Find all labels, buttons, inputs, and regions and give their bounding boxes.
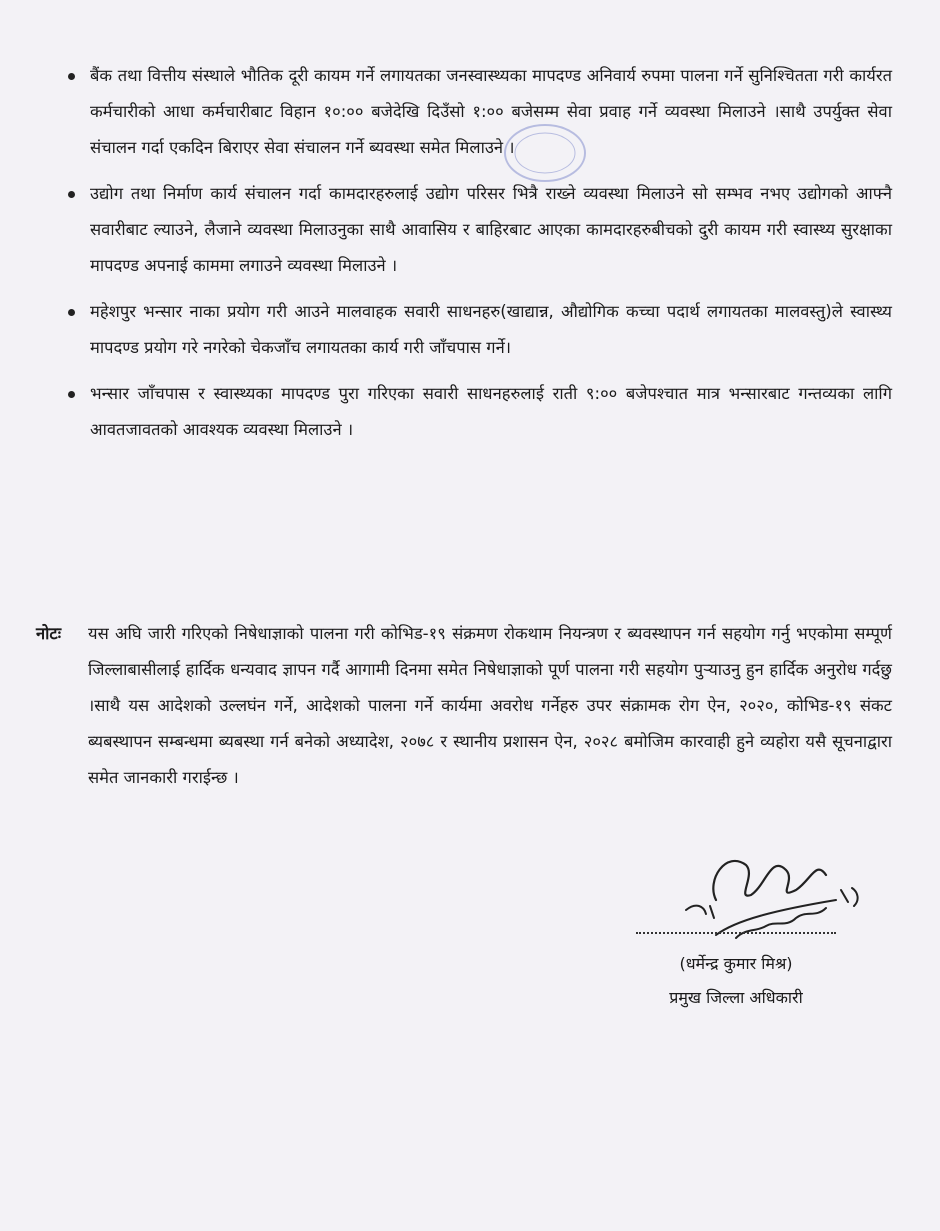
note-text: यस अघि जारी गरिएको निषेधाज्ञाको पालना गरी कोभिड-१९ संक्रमण रोकथाम नियन्त्रण र ब्यवस्थापन गर्न सहयोग गर्नु भएकोमा सम्पूर्ण जिल्लाबासीलाई हार्दिक धन्यवाद ज्ञापन गर्दै आगामी दिनमा समेत निषेधाज्ञाको पूर्ण पालना गरी सहयोग पुर्‍याउनु हुन हार्दिक अनुरोध गर्दछु ।साथै यस आदेशको उल्लघंन गर्ने, आदेशको पालना गर्ने कार्यमा अवरोध गर्नेहरु उपर संक्रामक रोग ऐन, २०२०, कोभिड-१९ संकट ब्यबस्थापन सम्बन्धमा ब्यबस्था गर्न बनेको अध्यादेश, २०७८ र स्थानीय प्रशासन ऐन, २०२८ बमोजिम कारवाही हुने व्यहोरा यसै सूचनाद्वारा समेत जानकारी गराईन्छ । [88,624,892,787]
directive-text: उद्योग तथा निर्माण कार्य संचालन गर्दा कामदारहरुलाई उद्योग परिसर भित्रै राख्ने व्यवस्था मिलाउने सो सम्भव नभए उद्योगको आफ्नै सवारीबाट ल्याउने, लैजाने व्यवस्था मिलाउनुका साथै आवासिय र बाहिरबाट आएका कामदारहरुबीचको दुरी कायम गरी स्वास्थ्य सुरक्षाका मापदण्ड अपनाई काममा लगाउने व्यवस्था मिलाउने । [90,184,892,275]
directive-item [62,294,892,366]
signature-dotted-line [636,932,836,934]
bullet-dot-icon [68,73,75,80]
directive-item [62,176,892,284]
note-label: नोटः [36,624,62,643]
note-section [36,616,892,796]
directive-text: भन्सार जाँचपास र स्वास्थ्यका मापदण्ड पुरा गरिएका सवारी साधनहरुलाई राती ९:०० बजेपश्चात मात्र भन्सारबाट गन्तव्यका लागि आवतजावतको आवश्यक व्यवस्था मिलाउने । [90,384,892,439]
office-stamp-icon [500,118,590,188]
bullet-dot-icon [68,191,75,198]
signatory-title: प्रमुख जिल्ला अधिकारी [669,988,803,1007]
directive-item [62,58,892,166]
directive-text: बैंक तथा वित्तीय संस्थाले भौतिक दूरी कायम गर्ने लगायतका जनस्वास्थ्यका मापदण्ड अनिवार्य रुपमा पालना गर्ने सुनिश्चितता गरी कार्यरत कर्मचारीको आधा कर्मचारीबाट विहान १०:०० बजेदेखि दिउँसो १:०० बजेसम्म सेवा प्रवाह गर्ने व्यवस्था मिलाउने ।साथै उपर्युक्त सेवा संचालन गर्दा एकदिन बिराएर सेवा संचालन गर्ने ब्यवस्था समेत मिलाउने । [90,66,892,157]
directive-item [62,376,892,448]
directive-text: महेशपुर भन्सार नाका प्रयोग गरी आउने मालवाहक सवारी साधनहरु(खाद्यान्न, औद्योगिक कच्चा पदार्थ लगायतका मालवस्तु)ले स्वास्थ्य मापदण्ड प्रयोग गरे नगरेको चेकजाँच लगायतका कार्य गरी जाँचपास गर्ने। [90,302,892,357]
signatory-name: (धर्मेन्द्र कुमार मिश्र) [679,954,793,973]
bullet-dot-icon [68,309,75,316]
bullet-dot-icon [68,391,75,398]
directive-list [62,58,892,458]
